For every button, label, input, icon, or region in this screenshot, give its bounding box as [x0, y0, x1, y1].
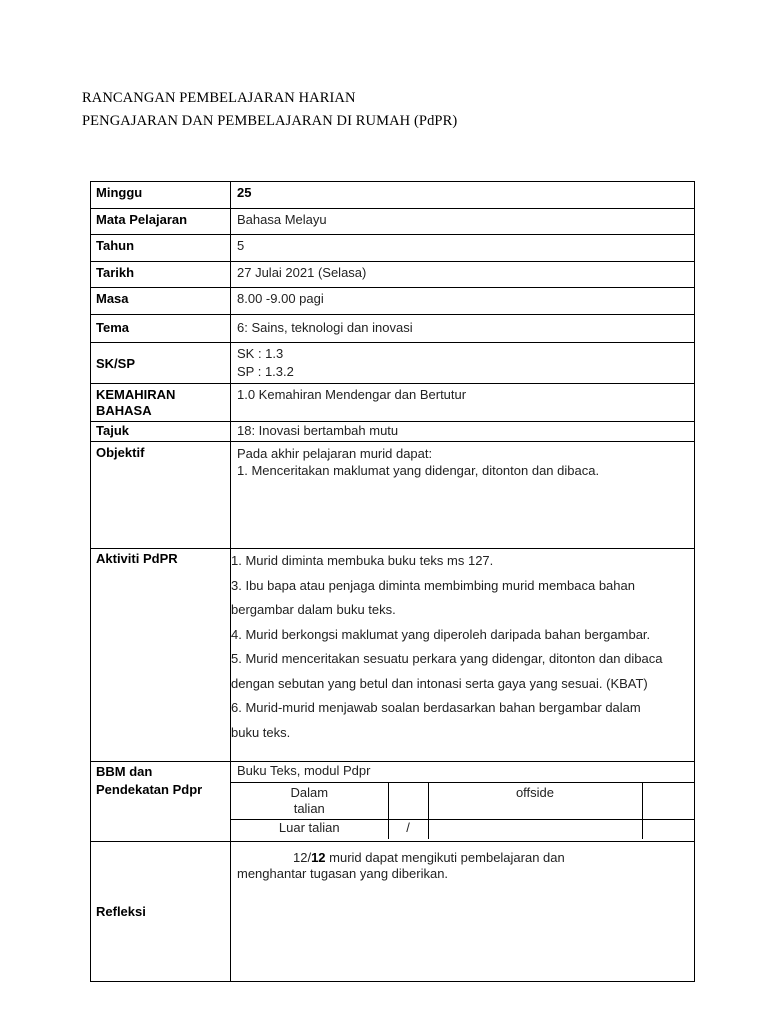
dalam-talian-cell — [231, 783, 388, 819]
aktiviti-line: bergambar dalam buku teks. — [231, 602, 396, 617]
aktiviti-line: 3. Ibu bapa atau penjaga diminta membimbing murid membaca bahan — [231, 577, 635, 593]
label-sksp: SK/SP — [91, 343, 231, 384]
aktiviti-line: 5. Murid menceritakan sesuatu perkara yang didengar, ditonton dan dibaca — [231, 651, 663, 666]
label-aktiviti: Aktiviti PdPR — [91, 549, 231, 762]
luar-check-cell: / — [388, 819, 428, 839]
aktiviti-line: 1. Murid diminta membuka buku teks ms 127. — [231, 553, 494, 568]
label-bbm-line2: Pendekatan Pdpr — [96, 782, 203, 797]
mode-row-dalam — [231, 783, 694, 819]
row-tarikh — [91, 262, 695, 288]
label-kemahiran — [91, 384, 231, 422]
value-mata-pelajaran: Bahasa Melayu — [231, 209, 695, 235]
sk-text: SK : 1.3 — [237, 346, 284, 361]
label-refleksi: Refleksi — [91, 842, 231, 982]
value-bbm — [231, 762, 695, 842]
luar-talian-cell: Luar talian — [231, 819, 388, 839]
value-minggu: 25 — [231, 182, 695, 209]
label-tema: Tema — [91, 315, 231, 343]
bbm-text: Buku Teks, modul Pdpr — [231, 762, 694, 783]
row-mata-pelajaran — [91, 209, 695, 235]
label-tarikh: Tarikh — [91, 262, 231, 288]
refleksi-count: 12/ — [293, 850, 312, 865]
value-objektif — [231, 442, 695, 549]
label-kemahiran-line1: KEMAHIRAN — [96, 387, 176, 402]
value-refleksi — [231, 842, 695, 982]
dalam-line2: talian — [293, 801, 325, 816]
row-minggu — [91, 182, 695, 209]
document-subtitle: PENGAJARAN DAN PEMBELAJARAN DI RUMAH (PdPR) — [82, 113, 458, 129]
empty-cell — [428, 819, 642, 839]
label-tahun: Tahun — [91, 235, 231, 262]
row-bbm — [91, 762, 695, 842]
row-tajuk — [91, 422, 695, 442]
refleksi-count-bold: 12 — [311, 850, 326, 865]
label-mata-pelajaran: Mata Pelajaran — [91, 209, 231, 235]
value-masa: 8.00 -9.00 pagi — [231, 288, 695, 315]
label-objektif: Objektif — [91, 442, 231, 549]
dalam-line1: Dalam — [290, 785, 329, 800]
aktiviti-line: 4. Murid berkongsi maklumat yang diperoleh daripada bahan bergambar. — [231, 626, 651, 642]
row-aktiviti — [91, 549, 695, 762]
refleksi-line2: menghantar tugasan yang diberikan. — [237, 866, 449, 881]
mode-row-luar — [231, 819, 694, 839]
lesson-plan-table — [90, 181, 695, 982]
row-tema — [91, 315, 695, 343]
value-tajuk: 18: Inovasi bertambah mutu — [231, 422, 695, 442]
row-tahun — [91, 235, 695, 262]
label-tajuk: Tajuk — [91, 422, 231, 442]
value-sksp — [231, 343, 695, 384]
value-aktiviti — [231, 549, 695, 762]
value-tema: 6: Sains, teknologi dan inovasi — [231, 315, 695, 343]
refleksi-text: murid dapat mengikuti pembelajaran dan — [325, 850, 565, 865]
offside-check-cell — [642, 783, 694, 819]
objektif-item: 1. Menceritakan maklumat yang didengar, ditonton dan dibaca. — [237, 463, 600, 478]
document-title: RANCANGAN PEMBELAJARAN HARIAN — [82, 90, 356, 106]
label-minggu: Minggu — [91, 182, 231, 209]
refleksi-line1 — [237, 850, 688, 866]
value-kemahiran: 1.0 Kemahiran Mendengar dan Bertutur — [231, 384, 695, 422]
row-refleksi — [91, 842, 695, 982]
label-masa: Masa — [91, 288, 231, 315]
row-kemahiran — [91, 384, 695, 422]
aktiviti-line: dengan sebutan yang betul dan intonasi serta gaya yang sesuai. (KBAT) — [231, 675, 648, 691]
aktiviti-line: buku teks. — [231, 724, 291, 740]
row-sksp — [91, 343, 695, 384]
dalam-check-cell — [388, 783, 428, 819]
objektif-intro: Pada akhir pelajaran murid dapat: — [237, 446, 433, 461]
value-tarikh: 27 Julai 2021 (Selasa) — [231, 262, 695, 288]
aktiviti-line: 6. Murid-murid menjawab soalan berdasarkan bahan bergambar dalam — [231, 700, 641, 715]
label-bbm-line1: BBM dan — [96, 764, 153, 779]
label-kemahiran-line2: BAHASA — [96, 403, 152, 418]
value-tahun: 5 — [231, 235, 695, 262]
row-masa — [91, 288, 695, 315]
label-bbm — [91, 762, 231, 842]
offside-cell: offside — [428, 783, 642, 819]
mode-table — [231, 783, 694, 839]
row-objektif — [91, 442, 695, 549]
sp-text: SP : 1.3.2 — [237, 364, 294, 379]
empty-cell — [642, 819, 694, 839]
